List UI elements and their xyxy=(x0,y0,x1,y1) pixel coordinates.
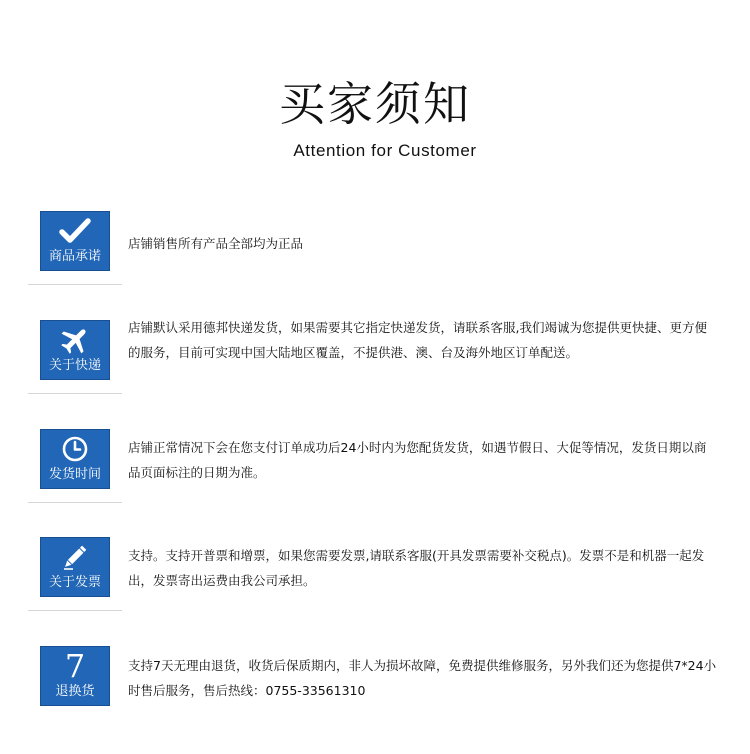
badge-glyph: 7 xyxy=(64,647,86,685)
badge-product-promise xyxy=(40,211,110,271)
seven-icon xyxy=(40,647,110,685)
divider xyxy=(28,610,122,611)
notice-text: 支持7天无理由退货，收货后保质期内，非人为损坏故障，免费提供维修服务，另外我们还为您提供7*24小时售后服务，售后热线：0755-33561310 xyxy=(128,658,717,698)
divider xyxy=(28,502,122,503)
airplane-icon xyxy=(40,325,110,355)
page-title: 买家须知 xyxy=(279,77,471,131)
badge-label: 关于发票 xyxy=(48,575,101,590)
page-subtitle: Attention for Customer xyxy=(293,141,477,160)
badge-label: 关于快递 xyxy=(48,358,101,373)
badge-delivery-time xyxy=(40,429,110,489)
badge-invoice xyxy=(40,537,110,597)
notice-text: 店铺默认采用德邦快递发货，如果需要其它指定快递发货，请联系客服,我们竭诚为您提供更快捷、更方便的服务，目前可实现中国大陆地区覆盖，不提供港、澳、台及海外地区订单配送。 xyxy=(128,320,707,360)
notice-text: 支持。支持开普票和增票，如果您需要发票,请联系客服(开具发票需要补交税点)。发票不是和机器一起发出，发票寄出运费由我公司承担。 xyxy=(128,548,705,588)
badge-label: 退换货 xyxy=(55,684,95,699)
divider xyxy=(28,393,122,394)
pencil-icon xyxy=(40,542,110,572)
badge-shipping xyxy=(40,320,110,380)
badge-returns xyxy=(40,646,110,706)
divider xyxy=(28,284,122,285)
checkmark-icon xyxy=(40,216,110,246)
notice-text: 店铺正常情况下会在您支付订单成功后24小时内为您配货发货，如遇节假日、大促等情况，发货日期以商品页面标注的日期为准。 xyxy=(128,440,707,480)
badge-label: 商品承诺 xyxy=(48,249,101,264)
badge-label: 发货时间 xyxy=(48,467,101,482)
clock-icon xyxy=(40,434,110,464)
notice-text: 店铺销售所有产品全部均为正品 xyxy=(128,236,304,251)
